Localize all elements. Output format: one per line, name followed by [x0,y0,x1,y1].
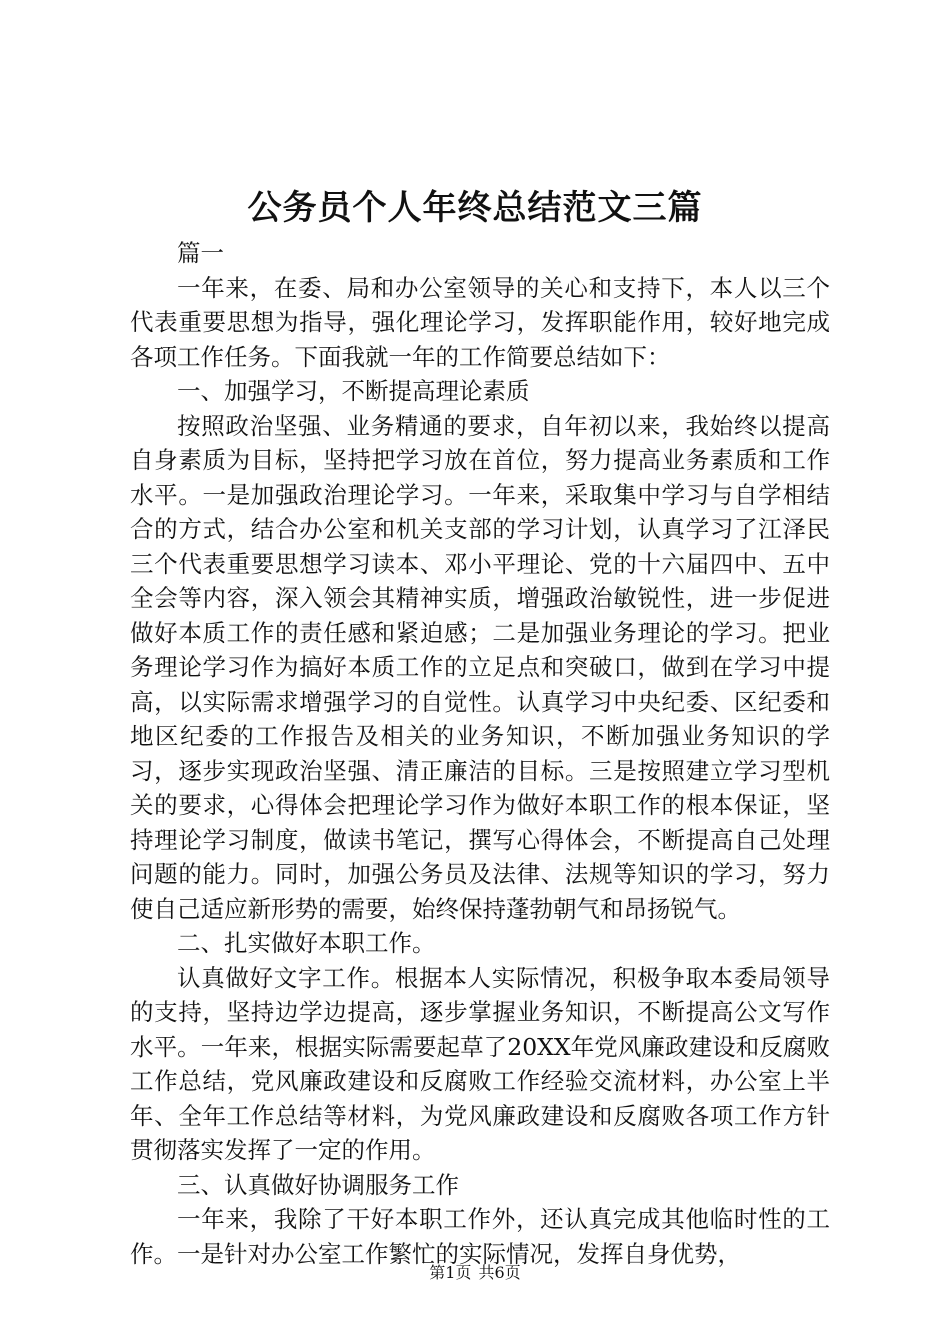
intro-paragraph: 一年来，在委、局和办公室领导的关心和支持下，本人以三个代表重要思想为指导，强化理论学习，发挥职能作用，较好地完成各项工作任务。下面我就一年的工作简要总结如下： [130,273,830,371]
section-heading-duties: 二、扎实做好本职工作。 [177,929,436,957]
study-paragraph: 按照政治坚强、业务精通的要求，自年初以来，我始终以提高自身素质为目标，坚持把学习放在首位，努力提高业务素质和工作水平。一是加强政治理论学习。一年来，采取集中学习与自学相结合的方式，结合办公室和机关支部的学习计划，认真学习了江泽民三个代表重要思想学习读本、邓小平理论、党的十六届四中、五中全会等内容，深入领会其精神实质，增强政治敏锐性，进一步促进做好本质工作的责任感和紧迫感；二是加强业务理论的学习。把业务理论学习作为搞好本质工作的立足点和突破口，做到在学习中提高，以实际需求增强学习的自觉性。认真学习中央纪委、区纪委和地区纪委的工作报告及相关的业务知识，不断加强业务知识的学习，逐步实现政治坚强、清正廉洁的目标。三是按照建立学习型机关的要求，心得体会把理论学习作为做好本职工作的根本保证，坚持理论学习制度，做读书笔记，撰写心得体会，不断提高自己处理问题的能力。同时，加强公务员及法律、法规等知识的学习，努力使自己适应新形势的需要，始终保持蓬勃朝气和昂扬锐气。 [130,411,830,923]
section-heading-study: 一、加强学习，不断提高理论素质 [177,377,530,405]
section-heading-part-one: 篇一 [177,239,224,267]
page-footer: 第1页 共6页 [429,1263,521,1282]
document-body [130,236,830,1271]
document-title: 公务员个人年终总结范文三篇 [247,188,703,228]
duties-paragraph: 认真做好文字工作。根据本人实际情况，积极争取本委局领导的支持，坚持边学边提高，逐步掌握业务知识，不断提高公文写作水平。一年来，根据实际需要起草了20XX年党风廉政建设和反腐败工作总结，党风廉政建设和反腐败工作经验交流材料，办公室上半年、全年工作总结等材料，为党风廉政建设和反腐败各项工作方针贯彻落实发挥了一定的作用。 [130,963,830,1164]
section-heading-coordination: 三、认真做好协调服务工作 [177,1170,459,1199]
coordination-paragraph: 一年来，我除了干好本职工作外，还认真完成其他临时性的工作。一是针对办公室工作繁忙的实际情况，发挥自身优势， [130,1205,830,1268]
